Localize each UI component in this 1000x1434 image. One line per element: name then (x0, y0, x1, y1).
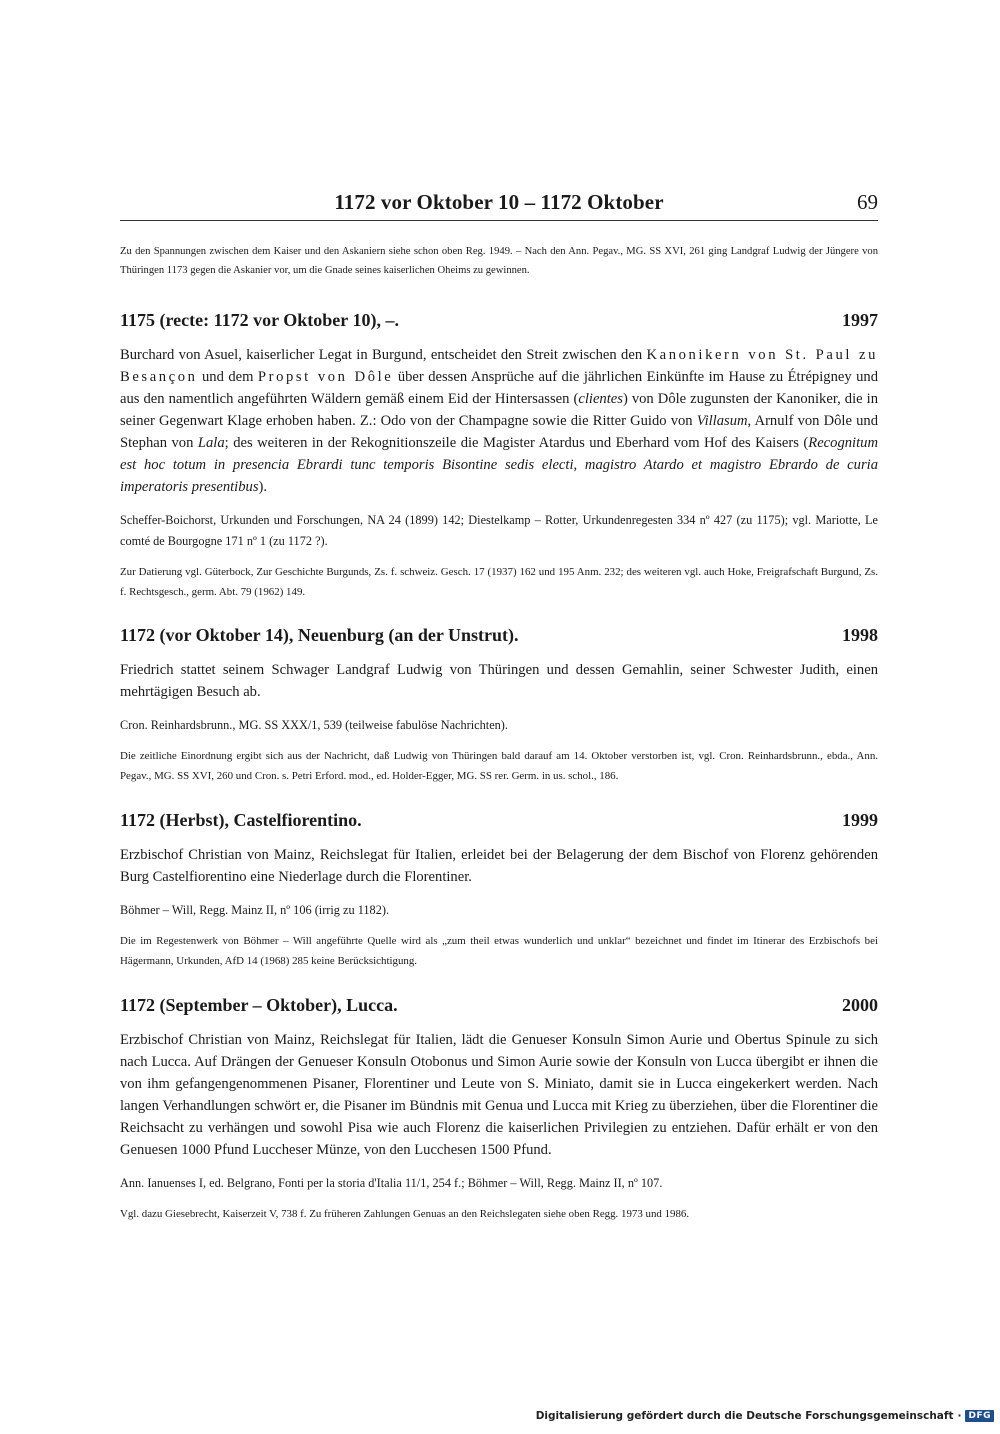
regest-number: 1998 (842, 625, 878, 645)
regest-text-italic: clientes (578, 391, 623, 407)
regest-text-part: über dessen Ansprüche auf die jährlichen Einkünfte im Hause zu Étrépigney und aus den namentlich angeführten Wäldern gemäß einem Eid der Hintersassen ( (120, 369, 878, 407)
regest-text-part: ) von Dôle zugunsten der Kanoniker, die in seiner Gegenwart Klage erhoben haben. Z.: Odo von der Champagne sowie die Ritter Guido von (120, 391, 879, 429)
regest-comment: Zur Datierung vgl. Güterbock, Zur Geschichte Burgunds, Zs. f. schweiz. Gesch. 17 (1937) 162 und 195 Anm. 232; des weiteren vgl. auch Hoke, Freigrafschaft Burgund, Zs. f. Rechtsgesch., germ. Abt. 79 (1962) 149. (120, 566, 878, 598)
regest-number: 1997 (842, 310, 878, 330)
regest-comment: Vgl. dazu Giesebrecht, Kaiserzeit V, 738 f. Zu früheren Zahlungen Genuas an den Reichslegaten siehe oben Regg. 1973 und 1986. (120, 1208, 690, 1220)
regest-text: Erzbischof Christian von Mainz, Reichslegat für Italien, erleidet bei der Belagerung der dem Bischof von Florenz gehörenden Burg Castelfiorentino eine Niederlage durch die Florentiner. (120, 847, 878, 885)
regest-text (120, 344, 878, 498)
regest-comment: Die zeitliche Einordnung ergibt sich aus der Nachricht, daß Ludwig von Thüringen bald darauf am 14. Oktober verstorben ist, vgl. Cron. Reinhardsbrunn., ebda., Ann. Pegav., MG. SS XVI, 260 und Cron. s. Petri Erford. mod., ed. Holder-Egger, MG. SS rer. Germ. in us. schol., 186. (120, 750, 878, 782)
regest-number: 1999 (842, 810, 878, 830)
regest-text-italic: Recognitum est hoc totum in presencia Ebrardi tunc temporis Bisontine sedis electi, magistro Atardo et magistro Ebrardo de curia imperatoris presentibus (120, 435, 878, 495)
regest-text: Erzbischof Christian von Mainz, Reichslegat für Italien, lädt die Genueser Konsuln Simon Aurie und Obertus Spinule zu sich nach Lucca. Auf Drängen der Genueser Konsuln Otobonus und Simon Aurie sowie der Konsuln von Lucca übergibt er ihnen die von ihm gefangengenommenen Pisaner, Florentiner und Leute von S. Miniato, damit sie in Lucca eingekerkert werden. Nach langen Verhandlungen schwört er, die Pisaner im Bündnis mit Genua und Lucca mit Krieg zu überziehen, über die Florentiner die Reichsacht zu verhängen und sowohl Pisa wie auch Florenz die kaiserlichen Privilegien zu entziehen. Dafür erhält er von den Genuesen 1000 Pfund Luccheser Münze, von den Lucchesen 1500 Pfund. (120, 1032, 878, 1158)
regest-text-part: , Arnulf von Dôle und Stephan von (120, 413, 878, 451)
regest-date: 1172 (September – Oktober), Lucca. (120, 995, 398, 1015)
regest-number: 2000 (842, 995, 878, 1015)
regest-source: Scheffer-Boichorst, Urkunden und Forschungen, NA 24 (1899) 142; Diestelkamp – Rotter, Urkundenregesten 334 nº 427 (zu 1175); vgl. Mariotte, Le comté de Bourgogne 171 nº 1 (zu 1172 ?). (120, 513, 878, 548)
regest-text-part: ). (258, 479, 268, 495)
header-rule (120, 220, 878, 221)
intro-note: Zu den Spannungen zwischen dem Kaiser und den Askaniern siehe schon oben Reg. 1949. – Nach den Ann. Pegav., MG. SS XVI, 261 ging Landgraf Ludwig der Jüngere von Thüringen 1173 gegen die Askanier vor, um die Gnade seines kaiserlichen Oheims zu gewinnen. (120, 246, 878, 276)
regest-entry (120, 995, 878, 1224)
regest-text-spaced: Kanonikern von St. Paul zu Besançon (120, 347, 878, 385)
page-number: 69 (857, 190, 878, 214)
running-head (120, 190, 878, 220)
regest-text-italic: Villasum (696, 413, 748, 429)
footer-text: Digitalisierung gefördert durch die Deutsche Forschungsgemeinschaft (535, 1410, 954, 1422)
regest-text-part: Burchard von Asuel, kaiserlicher Legat in Burgund, entscheidet den Streit zwischen den (120, 347, 647, 363)
regest-text-spaced: Propst von Dôle (257, 369, 394, 385)
regest-text-part: ; des weiteren in der Rekognitionszeile die Magister Atardus und Eberhard vom Hof des Kaisers ( (224, 435, 809, 451)
footer-separator: · (957, 1410, 962, 1422)
regest-source: Cron. Reinhardsbrunn., MG. SS XXX/1, 539 (teilweise fabulöse Nachrichten). (120, 718, 508, 732)
dfg-footer (536, 1408, 994, 1424)
regest-text-italic: Lala (197, 435, 225, 451)
regest-date: 1172 (vor Oktober 14), Neuenburg (an der Unstrut). (120, 625, 519, 645)
regest-heading (120, 625, 878, 649)
regest-entry (120, 625, 878, 786)
regest-entry (120, 810, 878, 971)
regest-heading (120, 310, 878, 334)
regest-source: Ann. Ianuenses I, ed. Belgrano, Fonti per la storia d'Italia 11/1, 254 f.; Böhmer – Will, Regg. Mainz II, nº 107. (120, 1176, 663, 1190)
regest-entry (120, 310, 878, 602)
running-head-title: 1172 vor Oktober 10 – 1172 Oktober (334, 190, 664, 214)
regest-text: Friedrich stattet seinem Schwager Landgraf Ludwig von Thüringen und dessen Gemahlin, seiner Schwester Judith, einen mehrtägigen Besuch ab. (120, 662, 878, 700)
regest-date: 1172 (Herbst), Castelfiorentino. (120, 810, 362, 830)
regest-comment: Die im Regestenwerk von Böhmer – Will angeführte Quelle wird als „zum theil etwas wunderlich und unklar“ bezeichnet und findet im Itinerar des Erzbischofs bei Hägermann, Urkunden, AfD 14 (1968) 285 keine Berücksichtigung. (120, 935, 878, 967)
regest-text-part: und dem (197, 369, 258, 385)
regest-date: 1175 (recte: 1172 vor Oktober 10), –. (120, 310, 399, 330)
regest-source: Böhmer – Will, Regg. Mainz II, nº 106 (irrig zu 1182). (120, 903, 390, 917)
dfg-logo: DFG (965, 1410, 994, 1422)
regest-heading (120, 810, 878, 834)
regest-heading (120, 995, 878, 1019)
